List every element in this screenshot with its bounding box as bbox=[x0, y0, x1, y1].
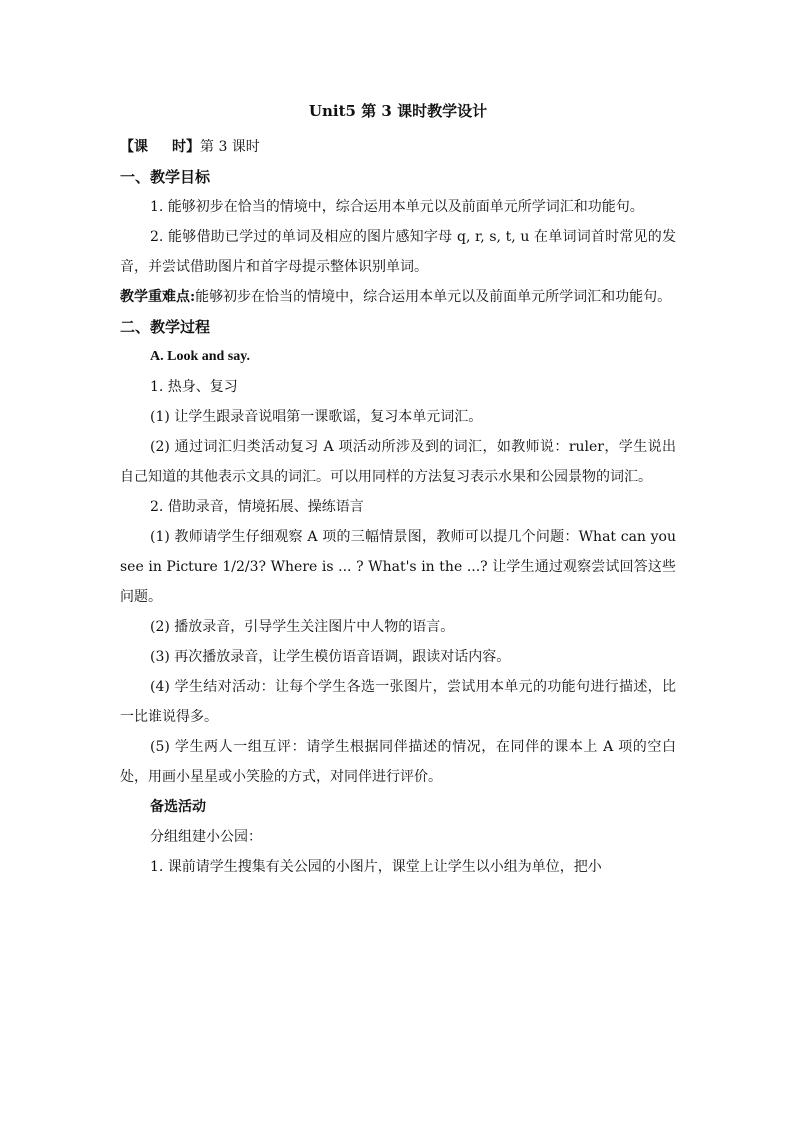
key-points-label: 教学重难点: bbox=[120, 289, 196, 305]
step-2-heading: 2. 借助录音，情境拓展、操练语言 bbox=[150, 499, 364, 515]
objective-1: 1. 能够初步在恰当的情境中，综合运用本单元以及前面单元所学词汇和功能句。 bbox=[150, 199, 644, 215]
key-points-text: 能够初步在恰当的情境中，综合运用本单元以及前面单元所学词汇和功能句。 bbox=[195, 289, 672, 305]
step-1-heading: 1. 热身、复习 bbox=[150, 379, 238, 395]
step-1-item-1: (1) 让学生跟录音说唱第一课歌谣，复习本单元词汇。 bbox=[150, 409, 483, 425]
objective-2: 2. 能够借助已学过的单词及相应的图片感知字母 q, r, s, t, u 在单词词首时常见的发音，并尝试借助图片和首字母提示整体识别单词。 bbox=[120, 229, 676, 275]
part-a-heading: A. Look and say. bbox=[150, 349, 250, 364]
step-1-item-2: (2) 通过词汇归类活动复习 A 项活动所涉及到的词汇，如教师说：ruler，学生说出自己知道的其他表示文具的词汇。可以用同样的方法复习表示水果和公园景物的词汇。 bbox=[120, 439, 676, 485]
page-title: Unit5 第 3 课时教学设计 bbox=[308, 102, 488, 120]
lesson-label-left: 【课 bbox=[120, 139, 148, 155]
group-line: 分组组建小公园： bbox=[150, 829, 262, 845]
document-body bbox=[120, 100, 676, 882]
lesson-label-right: 时】 bbox=[172, 139, 200, 155]
lesson-line bbox=[120, 132, 676, 162]
step-2-item-4: (4) 学生结对活动：让每个学生各选一张图片，尝试用本单元的功能句进行描述，比一比谁说得多。 bbox=[120, 679, 676, 725]
optional-item-1: 1. 课前请学生搜集有关公园的小图片，课堂上让学生以小组为单位，把小 bbox=[150, 859, 602, 875]
process-heading: 二、教学过程 bbox=[120, 318, 211, 336]
optional-heading: 备选活动 bbox=[150, 799, 206, 815]
objectives-heading: 一、教学目标 bbox=[120, 168, 211, 186]
key-points bbox=[120, 282, 676, 312]
step-2-item-5: (5) 学生两人一组互评：请学生根据同伴描述的情况，在同伴的课本上 A 项的空白处，用画小星星或小笑脸的方式，对同伴进行评价。 bbox=[120, 739, 676, 785]
step-2-item-3: (3) 再次播放录音，让学生模仿语音语调，跟读对话内容。 bbox=[150, 649, 511, 665]
lesson-value: 第 3 课时 bbox=[200, 139, 260, 155]
step-2-item-1: (1) 教师请学生仔细观察 A 项的三幅情景图，教师可以提几个问题：What can you see in Picture 1/2/3? Where is ... ? What's in the ...? 让学生通过观察尝试回答这些问题。 bbox=[120, 529, 676, 605]
step-2-item-2: (2) 播放录音，引导学生关注图片中人物的语言。 bbox=[150, 619, 455, 635]
